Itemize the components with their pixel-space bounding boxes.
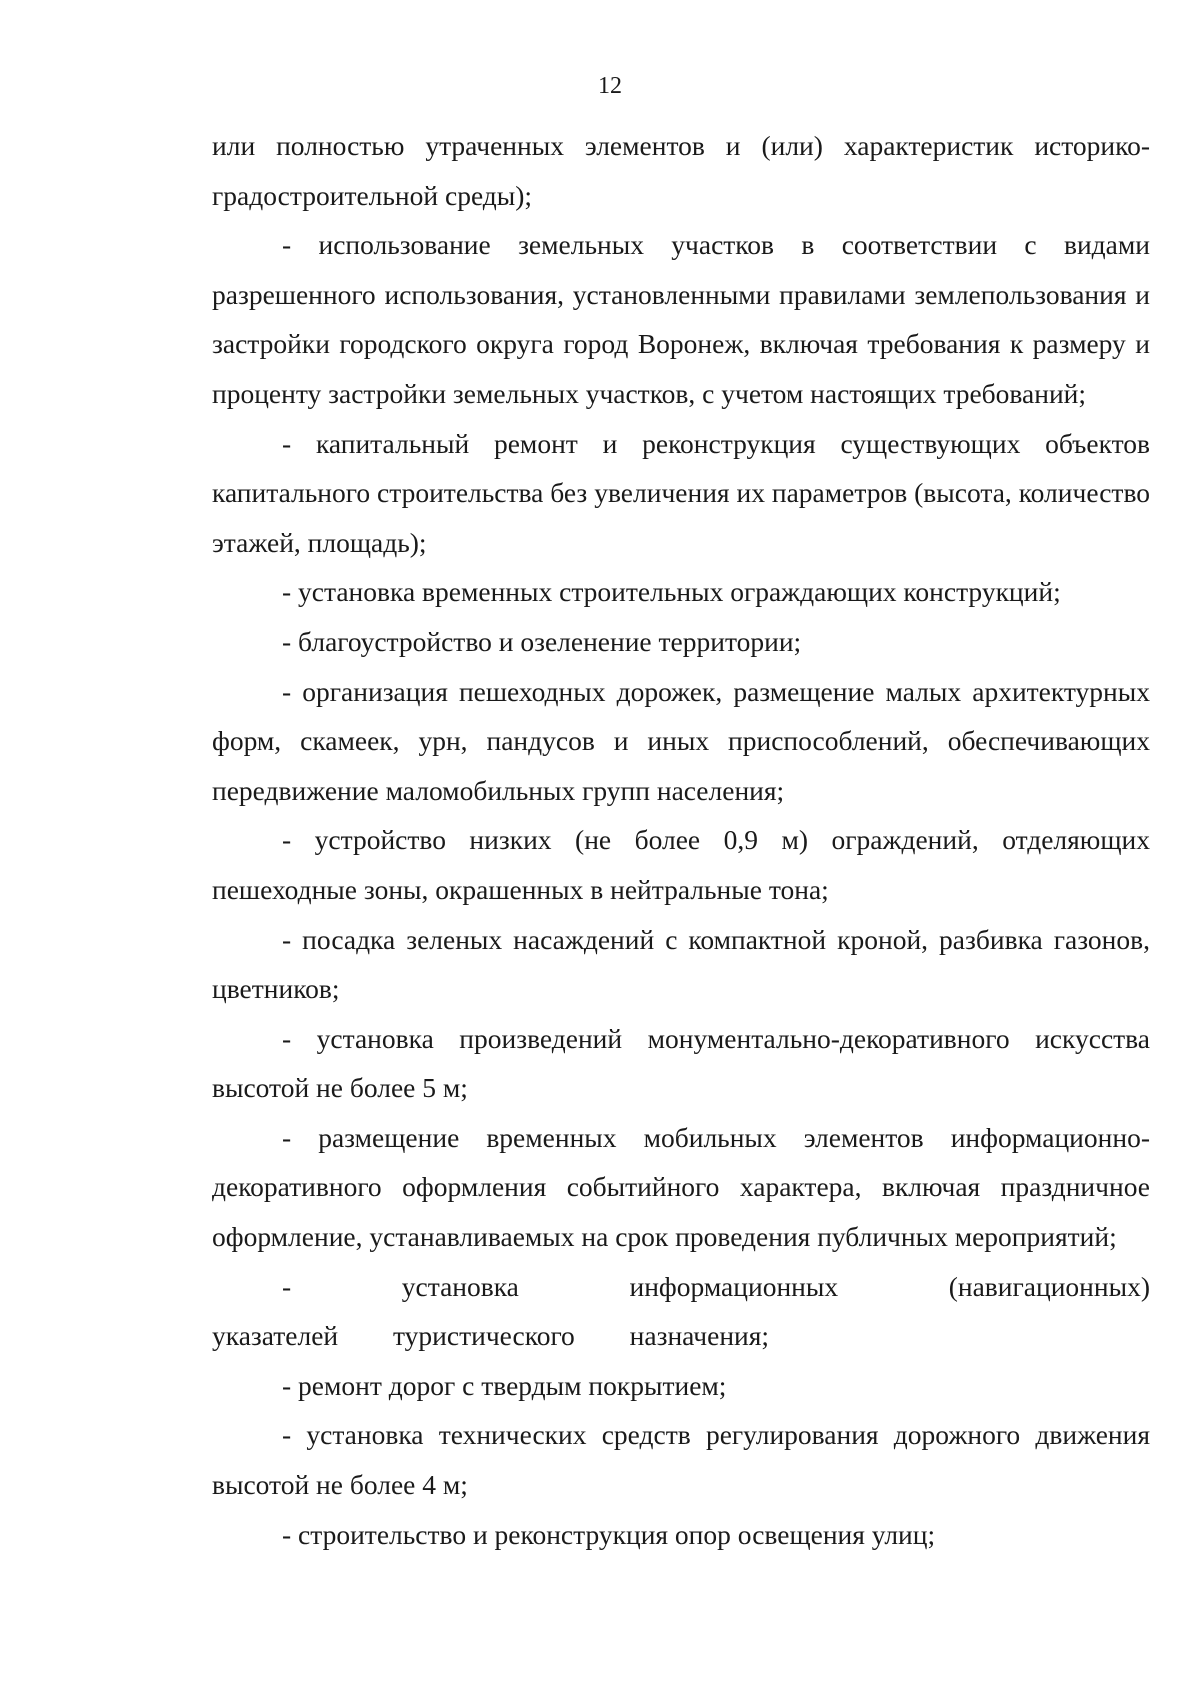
list-item-planting: - посадка зеленых насаждений с компактной кроной, разбивка газонов, цветников; (212, 923, 1150, 1005)
document-body (212, 121, 1150, 1559)
list-item-pedestrian-paths: - организация пешеходных дорожек, размещение малых архитектурных форм, скамеек, урн, пандусов и иных приспособлений, обеспечивающих передвижение маломобильных групп населения; (212, 675, 1150, 806)
list-item-landscaping: - благоустройство и озеленение территории; (282, 625, 802, 657)
page-number: 12 (598, 73, 622, 99)
list-item-road-repair: - ремонт дорог с твердым покрытием; (282, 1369, 727, 1401)
list-item-temporary-fences: - установка временных строительных ограждающих конструкций; (282, 576, 1061, 608)
list-item-traffic-devices: - установка технических средств регулирования дорожного движения высотой не более 4 м; (212, 1419, 1150, 1501)
list-item-temporary-decor: - размещение временных мобильных элементов информационно-декоративного оформления событийного характера, включая праздничное оформление, устанавливаемых на срок проведения публичных мероприятий; (212, 1121, 1150, 1253)
list-item-monumental-art: - установка произведений монументально-декоративного искусства высотой не более 5 м; (212, 1022, 1150, 1104)
list-item-capital-repair: - капитальный ремонт и реконструкция существующих объектов капитального строительства без увеличения их параметров (высота, количество этажей, площадь); (212, 427, 1150, 558)
list-item-low-fences: - устройство низких (не более 0,9 м) ограждений, отделяющих пешеходные зоны, окрашенных в нейтральные тона; (212, 824, 1150, 905)
list-item-street-lighting: - строительство и реконструкция опор освещения улиц; (282, 1518, 936, 1550)
list-item-tourist-signs: - установка информационных (навигационных) указателей туристического назначения; (212, 1270, 1150, 1352)
paragraph-continuation: или полностью утраченных элементов и (или) характеристик историко-градостроительной среды); (212, 130, 1150, 211)
list-item-land-use: - использование земельных участков в соответствии с видами разрешенного использования, установленными правилами землепользования и застройки городского округа город Воронеж, включая требования к размеру и проценту застройки земельных участков, с учетом настоящих требований; (212, 229, 1150, 409)
